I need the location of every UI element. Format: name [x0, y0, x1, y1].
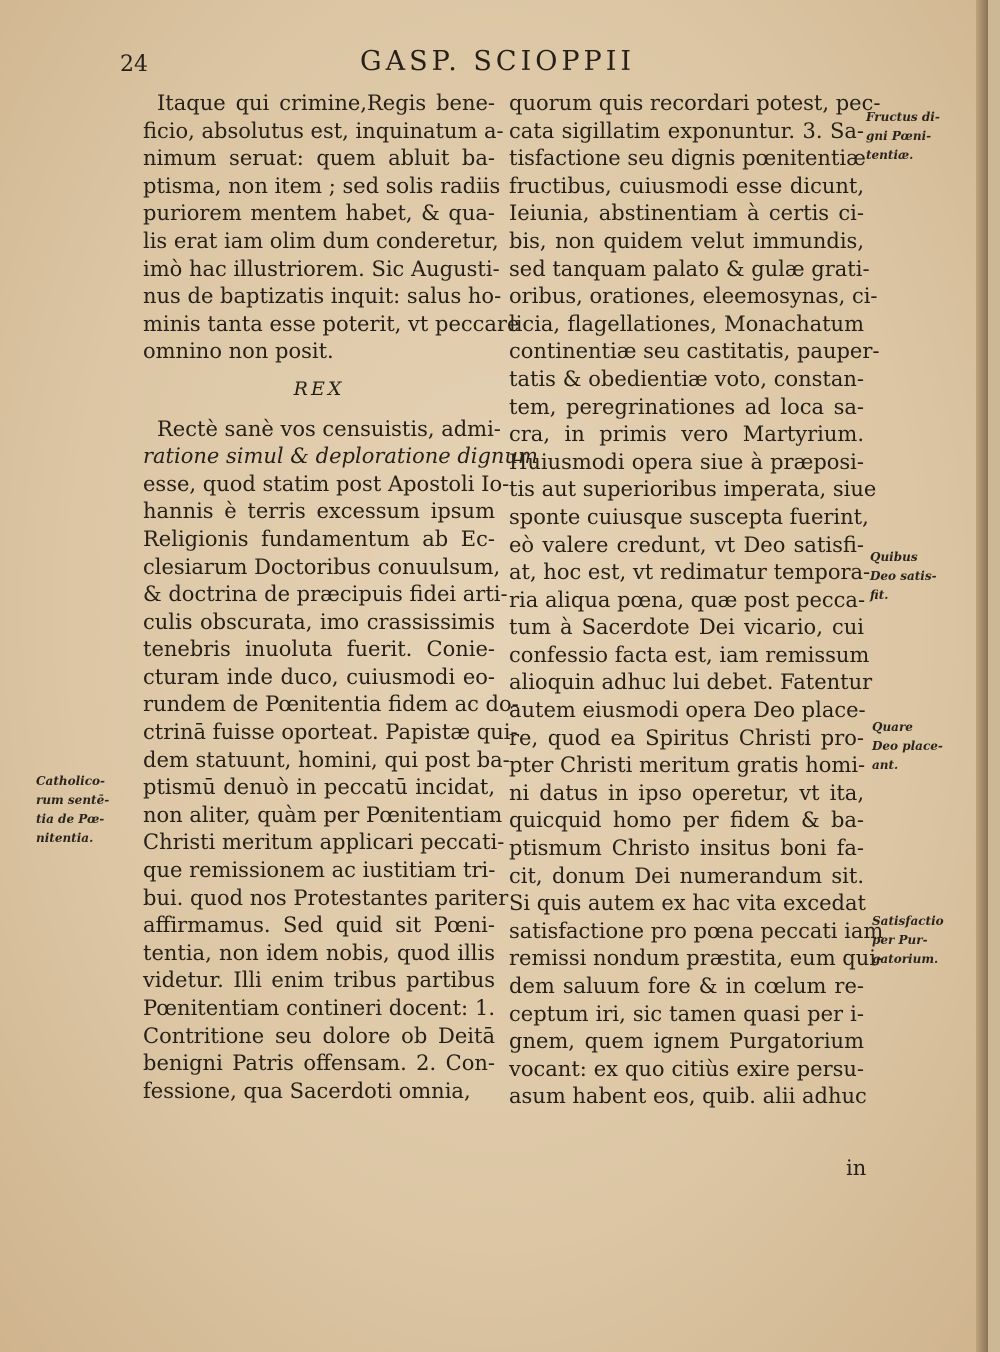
text-line: continentiæ seu castitatis, pauper-: [509, 339, 880, 364]
text-line: vocant: ex quo citiùs exire persu-: [509, 1056, 864, 1081]
text-line: bis, non quidem velut immundis,: [509, 228, 864, 253]
text-line: cra, in primis vero Martyrium.: [509, 422, 864, 447]
text-line: at, hoc est, vt redimatur tempora-: [509, 560, 871, 585]
text-line: Contritione seu dolore ob Deitā: [143, 1023, 495, 1048]
text-line: Pœnitentiam contineri docent: 1.: [143, 996, 495, 1020]
text-line: tentia, non idem nobis, quod illis: [143, 940, 495, 965]
text-line: ria aliqua pœna, quæ post pecca-: [509, 587, 866, 612]
text-line: Rectè sanè vos censuistis, admi-: [157, 416, 501, 441]
text-line: puriorem mentem habet, & qua-: [143, 201, 495, 226]
margin-note-fruits: Fructus di- gni Pœni- tentiæ.: [866, 110, 940, 162]
text-line: hannis è terris excessum ipsum: [143, 499, 495, 524]
text-line: ctrinā fuisse oporteat. Papistæ qui-: [143, 720, 518, 745]
text-line: & doctrina de præcipuis fidei arti-: [143, 582, 508, 607]
speaker-heading: REX: [293, 377, 345, 400]
page-number: 24: [120, 52, 148, 77]
text-line: Ieiunia, abstinentiam à certis ci-: [509, 201, 864, 226]
text-line: Huiusmodi opera siue à præposi-: [509, 449, 864, 474]
text-line: ficio, absolutus est, inquinatum a-: [143, 118, 504, 143]
text-line: re, quod ea Spiritus Christi pro-: [509, 725, 864, 750]
text-line: fructibus, cuiusmodi esse dicunt,: [509, 173, 864, 198]
text-line: lis erat iam olim dum conderetur,: [143, 228, 499, 253]
left-column: [143, 90, 538, 1105]
text-line: dem saluum fore & in cœlum re-: [509, 974, 864, 998]
text-line: tis aut superioribus imperata, siue: [509, 477, 877, 502]
text-line: omnino non posit.: [143, 339, 334, 364]
text-line: Religionis fundamentum ab Ec-: [143, 526, 495, 551]
text-line: minis tanta esse poterit, vt peccare: [143, 311, 520, 336]
text-line: bui. quod nos Protestantes pariter: [143, 885, 509, 910]
running-head: GASP. SCIOPPII: [360, 46, 636, 77]
text-line: Si quis autem ex hac vita excedat: [509, 891, 866, 916]
text-line: non aliter, quàm per Pœnitentiam: [143, 802, 503, 827]
text-line: nus de baptizatis inquit: salus ho-: [143, 284, 502, 309]
text-line: ratione simul & deploratione dignum: [143, 444, 538, 469]
text-line: benigni Patris offensam. 2. Con-: [143, 1051, 495, 1076]
text-line: remissi nondum præstita, eum qui-: [509, 946, 884, 971]
text-line: imò hac illustriorem. Sic Augusti-: [143, 256, 500, 281]
text-line: ptismū denuò in peccatū incidat,: [143, 775, 495, 800]
margin-note-why-pleasing: Quare Deo place- ant.: [872, 720, 943, 772]
text-line: dem statuunt, homini, qui post ba-: [143, 747, 510, 772]
text-line: cata sigillatim exponuntur. 3. Sa-: [509, 118, 864, 143]
text-line: ptismum Christo insitus boni fa-: [509, 836, 864, 861]
text-line: licia, flagellationes, Monachatum: [509, 311, 864, 336]
text-line: sed tanquam palato & gulæ grati-: [509, 256, 870, 281]
text-line: quicquid homo per fidem & ba-: [509, 808, 864, 833]
text-line: tenebris inuoluta fuerit. Conie-: [143, 637, 495, 662]
text-line: nimum seruat: quem abluit ba-: [143, 146, 495, 171]
margin-note-catholic-penance: Catholico- rum sentē- tia de Pœ- nitentia.: [36, 774, 110, 845]
text-line: Christi meritum applicari peccati-: [143, 830, 505, 855]
text-line: gnem, quem ignem Purgatorium: [509, 1029, 864, 1054]
text-line: quorum quis recordari potest, pec-: [509, 91, 881, 115]
text-line: oribus, orationes, eleemosynas, ci-: [509, 284, 878, 309]
text-line: pter Christi meritum gratis homi-: [509, 753, 866, 778]
text-line: esse, quod statim post Apostoli Io-: [143, 471, 510, 496]
text-line: confessio facta est, iam remissum: [509, 642, 870, 667]
text-line: Itaque qui crimine,Regis bene-: [157, 91, 495, 115]
page-edge: [976, 0, 988, 1352]
text-line: tum à Sacerdote Dei vicario, cui: [509, 615, 864, 640]
text-line: rundem de Pœnitentia fidem ac do-: [143, 692, 519, 717]
text-line: clesiarum Doctoribus conuulsum,: [143, 554, 501, 579]
text-line: que remissionem ac iustitiam tri-: [143, 858, 496, 883]
text-line: asum habent eos, quib. alii adhuc: [509, 1084, 867, 1109]
text-line: autem eiusmodi opera Deo place-: [509, 698, 866, 723]
catchword: in: [846, 1156, 867, 1180]
text-line: sponte cuiusque suscepta fuerint,: [509, 504, 869, 529]
margin-note-purgatory: Satisfactio per Pur- gatorium.: [872, 914, 944, 966]
text-line: tem, peregrinationes ad loca sa-: [509, 394, 864, 419]
text-line: ceptum iri, sic tamen quasi per i-: [509, 1001, 864, 1026]
text-line: alioquin adhuc lui debet. Fatentur: [509, 670, 873, 695]
text-line: videtur. Illi enim tribus partibus: [143, 968, 495, 993]
margin-note-satisfaction: Quibus Deo satis- fit.: [870, 550, 937, 602]
text-line: satisfactione pro pœna peccati iam: [509, 918, 884, 943]
text-line: cturam inde duco, cuiusmodi eo-: [143, 664, 495, 689]
text-line: cit, donum Dei numerandum sit.: [509, 863, 864, 888]
text-line: ni datus in ipso operetur, vt ita,: [509, 780, 864, 805]
text-line: ptisma, non item ; sed solis radiis: [143, 173, 501, 198]
text-line: culis obscurata, imo crassissimis: [143, 609, 495, 634]
text-line: eò valere credunt, vt Deo satisfi-: [509, 532, 864, 557]
text-line: tatis & obedientiæ voto, constan-: [509, 366, 864, 391]
text-line: affirmamus. Sed quid sit Pœni-: [143, 913, 495, 938]
right-column: [509, 90, 884, 1111]
text-line: tisfactione seu dignis pœnitentiæ: [509, 146, 866, 171]
text-line: fessione, qua Sacerdoti omnia,: [143, 1078, 471, 1103]
